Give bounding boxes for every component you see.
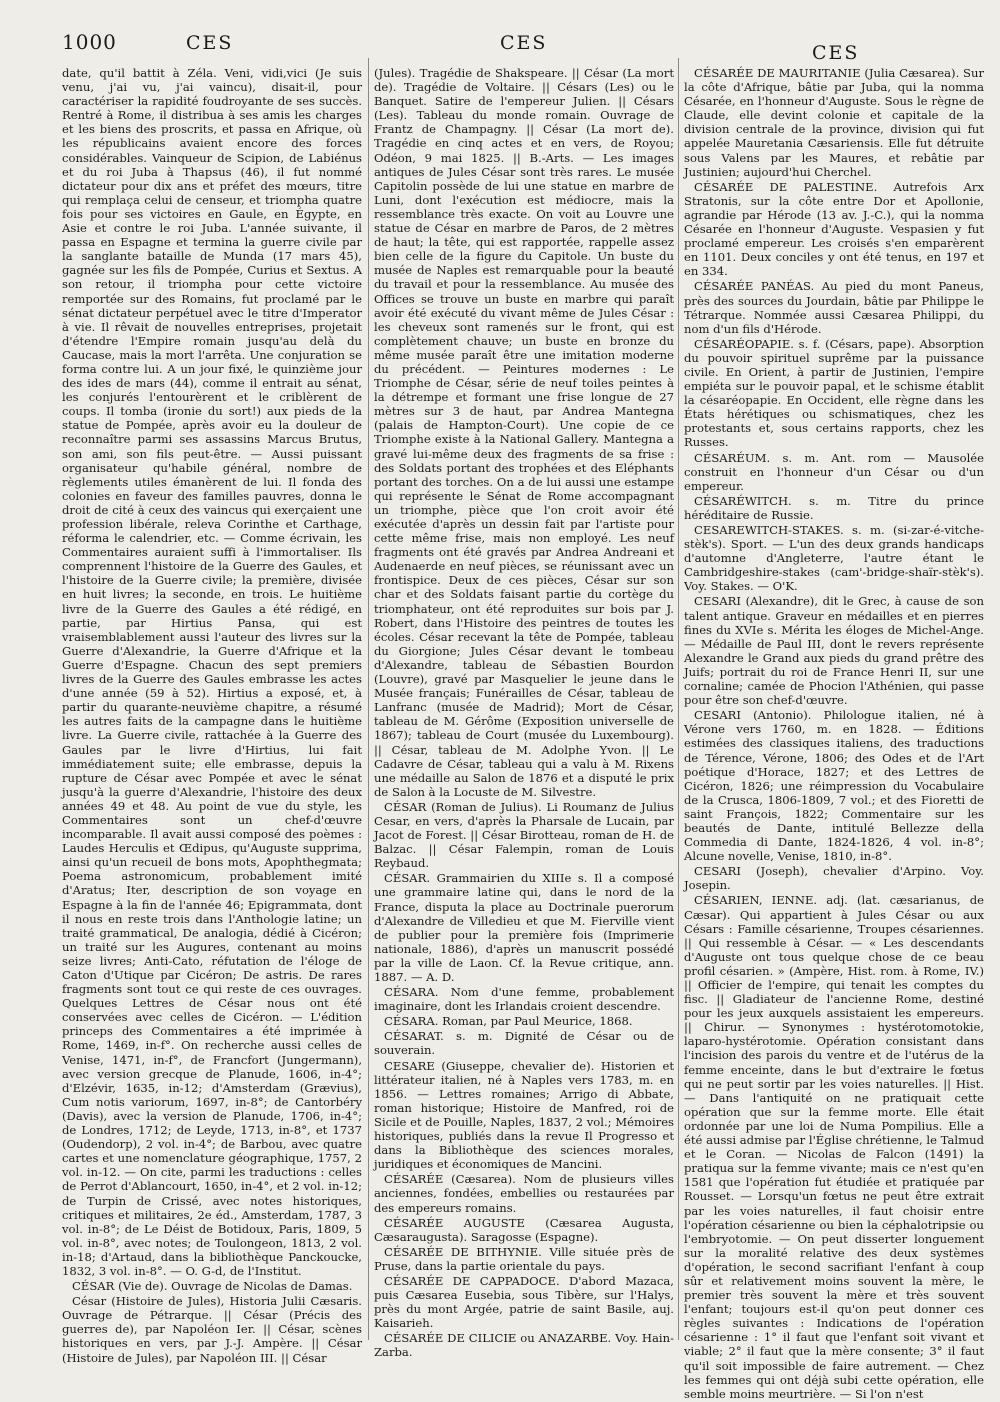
- entry-paragraph: CÉSARÉUM. s. m. Ant. rom — Mausolée construit en l'honneur d'un César ou d'un empereur.: [684, 450, 984, 493]
- entry-paragraph: CÉSARÉE DE MAURITANIE (Julia Cæsarea). Sur la côte d'Afrique, bâtie par Juba, qui la nomma Césarée, en l'honneur d'Auguste. Sous le règne de Claude, elle devint colonie et capitale de la division centrale de la province, division qui fut appelée Mauretania Cæsariensis. Elle fut détruite sous Valens par les Maures, et rebâtie par Justinien; aujourd'hui Cherchel.: [684, 66, 984, 179]
- entry-paragraph: CÉSARÉE AUGUSTE (Cæsarea Augusta, Cæsaraugusta). Saragosse (Espagne).: [374, 1215, 674, 1244]
- entry-paragraph: CÉSARAT. s. m. Dignité de César ou de souverain.: [374, 1029, 674, 1058]
- entry-paragraph: CÉSARÉOPAPIE. s. f. (Césars, pape). Absorption du pouvoir spirituel suprême par la puissance civile. En Orient, à partir de Justinien, l'empire empiéta sur le pouvoir papal, et le schisme établit la césaréopapie. En Occident, elle règne dans les États hérétiques ou schismatiques, chez les protestants et, sous certains rapports, chez les Russes.: [684, 336, 984, 450]
- entry-paragraph: CÉSARÉE DE CAPPADOCE. D'abord Mazaca, puis Cæsarea Eusebia, sous Tibère, sur l'Halys, près du mont Argée, patrie de saint Basile, auj. Kaisarieh.: [374, 1273, 674, 1331]
- entry-paragraph: CÉSAR (Vie de). Ouvrage de Nicolas de Damas.: [72, 1279, 353, 1294]
- entry-paragraph: CÉSARÉE DE PALESTINE. Autrefois Arx Stratonis, sur la côte entre Dor et Apollonie, agrandie par Hérode (13 av. J.-C.), qui la nomma Césarée en l'honneur d'Auguste. Vespasien y fut proclamé empereur. Les croisés s'en emparèrent en 1101. Deux conciles y ont été tenus, en 197 et en 334.: [684, 179, 984, 279]
- entry-paragraph: CÉSARÉE DE CILICIE ou ANAZARBE. Voy. Hain-Zarba.: [374, 1331, 674, 1360]
- entry-paragraph: CESARE (Giuseppe, chevalier de). Historien et littérateur italien, né à Naples vers 1783, m. en 1856. — Lettres romaines; Arrigo di Abbate, roman historique; Histoire de Manfred, roi de Sicile et de Pouille, Naples, 1837, 2 vol.; Mémoires historiques, publiés dans la revue Il Progresso et dans la Bibliothèque des sciences morales, juridiques et économiques de Mancini.: [374, 1058, 674, 1172]
- running-headword-left: CES: [186, 32, 234, 54]
- column-divider: [368, 58, 369, 1340]
- entry-paragraph: CÉSARÉE PANÉAS. Au pied du mont Paneus, près des sources du Jourdain, bâtie par Philippe le Tétrarque. Nommée aussi Cæsarea Philippi, du nom d'un fils d'Hérode.: [684, 279, 984, 336]
- text-column-3: [684, 66, 984, 1402]
- entry-paragraph: CÉSAR (Roman de Julius). Li Roumanz de Julius Cesar, en vers, d'après la Pharsale de Lucain, par Jacot de Forest. || César Birotteau, roman de H. de Balzac. || César Falempin, roman de Louis Reybaud.: [374, 799, 674, 871]
- entry-paragraph: CÉSARA. Roman, par Paul Meurice, 1868.: [384, 1014, 633, 1029]
- running-headword-right: CES: [812, 42, 860, 64]
- entry-paragraph: CÉSARIEN, IENNE. adj. (lat. cæsarianus, de Cæsar). Qui appartient à Jules César ou aux Césars : Famille césarienne, Troupes césariennes. || Qui ressemble à César. — « Les descendants d'Auguste ont tous quelque chose de ce beau profil césarien. » (Ampère, Hist. rom. à Rome, IV.) || Officier de l'empire, qui tenait les comptes du fisc. || Gladiateur de l'ancienne Rome, destiné pour les jeux auxquels assistaient les empereurs. || Chirur. — Synonymes : hystérotomotokie, laparo-hystérotomie. Opération consistant dans l'incision des parois du ventre et de l'utérus de la femme enceinte, dans le but d'extraire le fœtus qui ne peut sortir par les voies naturelles. || Hist. — Dans l'antiquité on ne pratiquait cette opération que sur la femme morte. Elle était ordonnée par une loi de Numa Pompilius. Elle a été aussi admise par l'Église chrétienne, le Talmud et le Coran. — Nicolas de Falcon (1491) la pratiqua sur la femme vivante; mais ce n'est qu'en 1581 que l'opération fut étudiée et pratiquée par Rousset. — Lorsqu'un fœtus ne peut être extrait par les voies naturelles, il faut choisir entre l'opération césarienne ou bien la céphalotripsie ou l'embryotomie. — On peut disserter longuement sur la moralité relative des deux systèmes d'opération, le second sacrifiant l'enfant à coup sûr et relativement moins souvent la mère, le premier très souvent la mère et très souvent l'enfant; toujours est-il qu'on peut donner ces règles suivantes : Indications de l'opération césarienne : 1° il faut que l'enfant soit vivant et viable; 2° il faut que la mère consente; 3° il faut qu'il soit impossible de faire autrement. — Chez les femmes qui ont déjà subi cette opération, elle semble moins meurtrière. — Si l'on n'est: [684, 893, 984, 1401]
- entry-paragraph: (Jules). Tragédie de Shakspeare. || César (La mort de). Tragédie de Voltaire. || Césars (Les) ou le Banquet. Satire de l'empereur Julien. || Césars (Les). Tableau du monde romain. Ouvrage de Frantz de Champagny. || César (La mort de). Tragédie en cinq actes et en vers, de Royou; Odéon, 9 mai 1825. || B.-Arts. — Les images antiques de Jules César sont très rares. Le musée Capitolin possède de lui une statue en marbre de Luni, dont l'exécution est médiocre, mais la ressemblance très exacte. On voit au Louvre une statue de César en marbre de Paros, de 2 mètres de haut; la tête, qui est rapportée, rappelle assez bien celle de la figure du Capitole. Un buste du musée de Naples est remarquable pour la beauté du travail et pour la ressemblance. Au musée des Offices se trouve un buste en marbre qui paraît avoir été exécuté du vivant même de Jules César : les cheveux sont ramenés sur le front, qui est complètement chauve; un buste en bronze du même musée paraît être une imitation moderne du précédent. — Peintures modernes : Le Triomphe de César, série de neuf toiles peintes à la détrempe et formant une frise longue de 27 mètres sur 3 de haut, par Andrea Mantegna (palais de Hampton-Court). Une copie de ce Triomphe existe à la National Gallery. Mantegna a gravé lui-même deux des fragments de sa frise : des Soldats portant des trophées et des Eléphants portant des torches. On a de lui aussi une estampe qui représente le Sénat de Rome accompagnant un triomphe, pièce que l'on croit avoir été exécutée d'après un dessin fait par l'artiste pour cette même frise, mais non employé. Les neuf fragments ont été gravés par Andrea Andreani et Audenaerde en neuf pièces, se réunissant avec un frontispice. Deux de ces pièces, César sur son char et des Soldats faisant partie du cortège du triomphateur, ont été reproduites sur bois par J. Robert, dans l'Histoire des peintres de toutes les écoles. César recevant la tête de Pompée, tableau du Giorgione; Jules César devant le tombeau d'Alexandre, tableau de Sébastien Bourdon (Louvre), gravé par Masquelier le jeune dans le Musée français; Funérailles de César, tableau de Lanfranc (musée de Madrid); Mort de César, tableau de M. Gérôme (Exposition universelle de 1867); tableau de Court (musée du Luxembourg). || César, tableau de M. Adolphe Yvon. || Le Cadavre de César, tableau qui a valu à M. Rixens une médaille au Salon de 1876 et a disputé le prix de Salon à la Locuste de M. Silvestre.: [374, 66, 674, 799]
- entry-paragraph: CESARI (Joseph), chevalier d'Arpino. Voy. Josepin.: [684, 864, 984, 893]
- running-headword-center: CES: [500, 32, 548, 54]
- column-divider: [678, 58, 679, 1340]
- entry-paragraph: CESARI (Alexandre), dit le Grec, à cause de son talent antique. Graveur en médailles et en pierres fines du XVIe s. Mérita les éloges de Michel-Ange. — Médaille de Paul III, dont le revers représente Alexandre le Grand aux pieds du grand prêtre des Juifs; portrait du roi de France Henri II, sur une cornaline; camée de Phocion l'Athénien, qui passe pour être son chef-d'œuvre.: [684, 594, 984, 708]
- text-column-2: [374, 66, 674, 1361]
- entry-paragraph: CÉSARÉE (Cæsarea). Nom de plusieurs villes anciennes, fondées, embellies ou restaurées par des empereurs romains.: [374, 1172, 674, 1215]
- page-header: [0, 28, 1000, 68]
- entry-paragraph: CESAREWITCH-STAKES. s. m. (si-zar-é-vitche-stèk's). Sport. — L'un des deux grands handicaps d'automne d'Angleterre, l'autre étant le Cambridgeshire-stakes (cam'-bridge-shaïr-stèk's). Voy. Stakes. — O'K.: [684, 523, 984, 594]
- entry-paragraph: date, qu'il battit à Zéla. Veni, vidi,vici (Je suis venu, j'ai vu, j'ai vaincu), disait-il, pour caractériser la rapidité foudroyante de ses succès. Rentré à Rome, il distribua à ses amis les charges et les biens des proscrits, et passa en Afrique, où les républicains avaient encore des forces considérables. Vainqueur de Scipion, de Labiénus et du roi Juba à Thapsus (46), il fut nommé dictateur pour dix ans et préfet des mœurs, titre qui remplaça celui de censeur, et triompha quatre fois pour ses victoires en Gaule, en Égypte, en Asie et contre le roi Juba. L'année suivante, il passa en Espagne et termina la guerre civile par la sanglante bataille de Munda (17 mars 45), gagnée sur les fils de Pompée, Curius et Sextus. A son retour, il triompha pour cette victoire remportée sur des Romains, fut proclamé par le sénat dictateur perpétuel avec le titre d'Imperator à vie. Il rêvait de nouvelles entreprises, projetait d'étendre l'Empire romain jusqu'au delà du Caucase, mais la mort l'arrêta. Une conjuration se forma contre lui. A un jour fixé, le quinzième jour des ides de mars (44), comme il entrait au sénat, les conjurés l'entourèrent et le criblèrent de coups. Il tomba (ironie du sort!) aux pieds de la statue de Pompée, après avoir eu la douleur de reconnaître parmi ses assassins Marcus Brutus, son ami, son fils peut-être. — Aussi puissant organisateur qu'habile général, nombre de règlements utiles émanèrent de lui. Il fonda des colonies en faveur des familles pauvres, donna le droit de cité à ceux des vaincus qui exerçaient une profession libérale, releva Corinthe et Carthage, réforma le calendrier, etc. — Comme écrivain, les Commentaires auraient suffi à l'immortaliser. Ils comprennent l'histoire de la Guerre des Gaules, et l'histoire de la Guerre civile; la première, divisée en huit livres; la seconde, en trois. Le huitième livre de la Guerre des Gaules a été rédigé, en partie, par Hirtius Pansa, qui est vraisemblablement aussi l'auteur des livres sur la Guerre d'Alexandrie, la Guerre d'Afrique et la Guerre d'Espagne. Chacun des sept premiers livres de la Guerre des Gaules embrasse les actes d'une année (59 à 52). Hirtius a exposé, et, à partir du quarante-neuvième chapitre, a résumé les autres faits de la campagne dans le huitième livre. La Guerre civile, rattachée à la Guerre des Gaules par le livre d'Hirtius, lui fait immédiatement suite; elle embrasse, depuis la rupture de César avec Pompée et avec le sénat jusqu'à la guerre d'Alexandrie, l'histoire des deux années 49 et 48. Au point de vue du style, les Commentaires sont un chef-d'œuvre incomparable. Il avait aussi composé des poèmes : Laudes Herculis et Œdipus, qu'Auguste supprima, ainsi qu'un recueil de bons mots, Apophthegmata; Poema astronomicum, probablement imité d'Aratus; Iter, description de son voyage en Espagne à la fin de l'année 46; Epigrammata, dont il nous en reste trois dans l'Anthologie latine; un traité grammatical, De analogia, dédié à Cicéron; un traité sur les Augures, contenant au moins seize livres; Anti-Cato, réfutation de l'éloge de Caton d'Utique par Cicéron; De astris. De rares fragments sont tout ce qui reste de ces ouvrages. Quelques Lettres de César nous ont été conservées avec celles de Cicéron. — L'édition princeps des Commentaires a été imprimée à Rome, 1469, in-f°. On recherche aussi celles de Venise, 1471, in-f°, de Francfort (Jungermann), avec version grecque de Planude, 1606, in-4°; d'Elzévir, 1635, in-12; d'Amsterdam (Grævius), Cum notis variorum, 1697, in-8°; de Cantorbéry (Davis), avec la version de Planude, 1706, in-4°; de Londres, 1712; de Leyde, 1713, in-8°, et 1737 (Oudendorp), 2 vol. in-4°; de Barbou, avec quatre cartes et une nomenclature géographique, 1757, 2 vol. in-12. — On cite, parmi les traductions : celles de Perrot d'Ablancourt, 1650, in-4°, et 2 vol. in-12; de Turpin de Crissé, avec notes historiques, critiques et militaires, 2e éd., Amsterdam, 1787, 3 vol. in-8°; de Le Déist de Botidoux, Paris, 1809, 5 vol. in-8°, avec notes; de Toulongeon, 1813, 2 vol. in-18; d'Artaud, dans la bibliothèque Panckoucke, 1832, 3 vol. in-8°. — O. G-d, de l'Institut.: [62, 66, 362, 1278]
- entry-paragraph: CÉSARÉWITCH. s. m. Titre du prince héréditaire de Russie.: [684, 493, 984, 522]
- entry-paragraph: CÉSARÉE DE BITHYNIE. Ville située près de Pruse, dans la partie orientale du pays.: [374, 1244, 674, 1273]
- entry-paragraph: CÉSARA. Nom d'une femme, probablement imaginaire, dont les Irlandais croient descendre.: [374, 985, 674, 1014]
- page-number: 1000: [62, 30, 117, 54]
- entry-paragraph: César (Histoire de Jules), Historia Julii Cæsaris. Ouvrage de Pétrarque. || César (Précis des guerres de), par Napoléon Ier. || César, scènes historiques en vers, par J.-J. Ampère. || César (Histoire de Jules), par Napoléon III. || César: [62, 1294, 362, 1365]
- entry-paragraph: CESARI (Antonio). Philologue italien, né à Vérone vers 1760, m. en 1828. — Éditions estimées des classiques italiens, des traductions de Térence, Vérone, 1806; des Odes et de l'Art poétique d'Horace, 1827; et des Lettres de Cicéron, 1826; une réimpression du Vocabulaire de la Crusca, 1806-1809, 7 vol.; et des Fioretti de saint François, 1822; Commentaire sur les beautés de Dante, intitulé Bellezze della Commedia di Dante, 1824-1826, 4 vol. in-8°; Alcune novelle, Venise, 1810, in-8°.: [684, 708, 984, 864]
- entry-paragraph: CÉSAR. Grammairien du XIIIe s. Il a composé une grammaire latine qui, dans le nord de la France, disputa la place au Doctrinale puerorum d'Alexandre de Villedieu et que M. Fierville vient de publier pour la première fois (Imprimerie nationale, 1886), d'après un manuscrit possédé par la ville de Laon. Cf. la Revue critique, ann. 1887. — A. D.: [374, 871, 674, 984]
- text-column-1: [62, 66, 362, 1366]
